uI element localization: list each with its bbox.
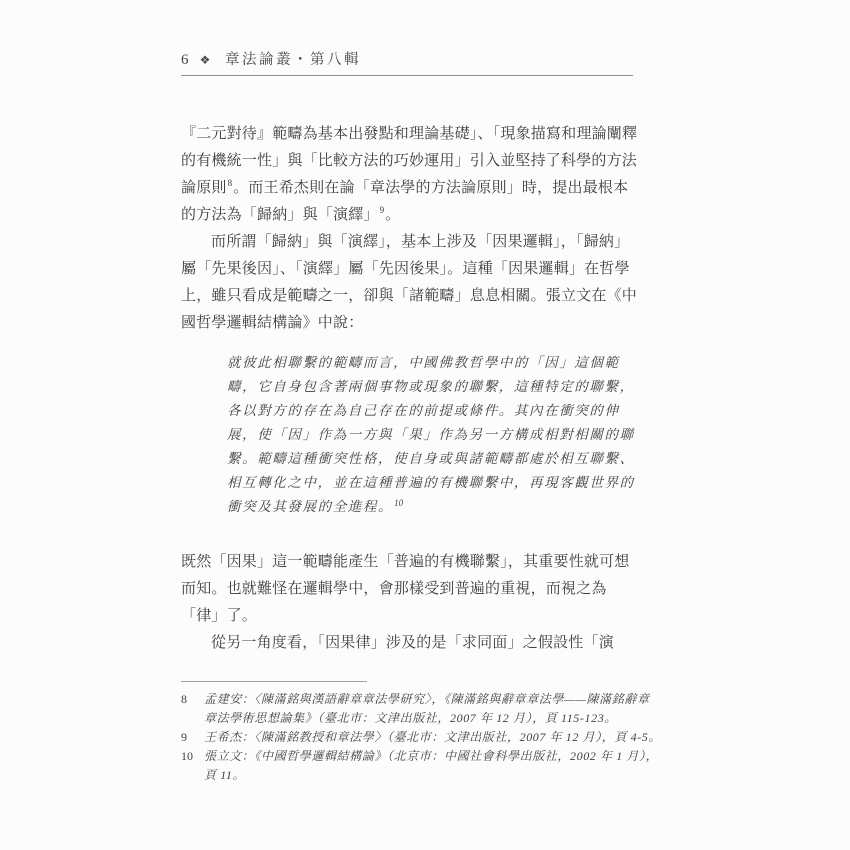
text-segment: 。 (385, 207, 401, 223)
text-line (181, 310, 667, 337)
text-segment: 相互轉化之中，並在這種普遍的有機聯繫中，再現客觀世界的 (227, 475, 635, 490)
text-segment: 既然「因果」這一範疇能產生「普遍的有機聯繫」，其重要性就可想 (181, 554, 630, 570)
text-segment: 的方法為「歸納」與「演繹」 (181, 207, 379, 223)
text-segment: 從另一角度看，「因果律」涉及的是「求同面」之假設性「演 (211, 635, 614, 651)
running-title: 章法論叢・第八輯 (225, 52, 362, 68)
text-line (227, 351, 667, 375)
text-segment: 而知。也就難怪在邏輯學中，會那樣受到普遍的重視，而視之為 (181, 581, 607, 597)
footnote-line: 孟建安：〈陳滿銘與漢語辭章章法學研究〉，《陳滿銘與辭章章法學——陳滿銘辭章 (204, 692, 650, 706)
text-segment: 國哲學邏輯結構論》中說： (181, 315, 364, 331)
text-segment: 疇，它自身包含著兩個事物或現象的聯繫，這種特定的聯繫， (227, 379, 635, 394)
text-line (181, 283, 667, 310)
text-segment: 繫。範疇這種衝突性格，使自身或與諸範疇都處於相互聯繫、 (227, 451, 635, 466)
text-segment: 的有機統一性」與「比較方法的巧妙運用」引入並堅持了科學的方法 (181, 153, 638, 169)
footnote-text (204, 690, 667, 728)
footnote (181, 690, 667, 728)
footnote-reference: 10 (394, 497, 404, 508)
text-line (181, 121, 667, 148)
text-line (227, 375, 667, 399)
text-segment: 而所謂「歸納」與「演繹」，基本上涉及「因果邏輯」，「歸納」 (211, 234, 630, 250)
footnote-separator (181, 681, 367, 682)
footnote-reference: 8 (227, 178, 233, 188)
footnotes-section (181, 690, 667, 785)
header-rule (181, 75, 633, 76)
footnote-number: 9 (181, 730, 187, 744)
paragraph (181, 121, 667, 229)
text-line (181, 229, 667, 256)
footnote-line: 章法學術思想論集》（臺北市：文津出版社，2007 年 12 月），頁 115-123。 (204, 711, 617, 725)
text-segment: 各以對方的存在為自己存在的前提或條件。其內在衝突的伸 (227, 403, 620, 418)
text-segment: 論原則 (181, 180, 227, 196)
footnote-text (204, 747, 667, 785)
text-segment: 『二元對待』範疇為基本出發點和理論基礎」、「現象描寫和理論闡釋 (181, 126, 638, 142)
text-line (227, 495, 667, 519)
text-line (227, 423, 667, 447)
text-line (181, 202, 667, 229)
footnote-line: 頁 11。 (204, 768, 246, 782)
text-segment: 屬「先果後因」、「演繹」屬「先因後果」。這種「因果邏輯」在哲學 (181, 261, 630, 277)
footnote-line: 張立文：《中國哲學邏輯結構論》（北京市：中國社會科學出版社，2002 年 1 月）， (204, 749, 659, 763)
footnote (181, 747, 667, 785)
page-number: 6 (181, 52, 190, 68)
paragraph (181, 630, 667, 657)
text-line (227, 447, 667, 471)
text-segment: 衝突及其發展的全進程。 (227, 499, 394, 514)
block-quote (227, 351, 667, 519)
footnote-line: 王希杰：〈陳滿銘教授和章法學〉（臺北市：文津出版社，2007 年 12 月），頁 4-5。 (204, 730, 661, 744)
running-header (181, 48, 667, 70)
text-segment: 上，雖只看成是範疇之一，卻與「諸範疇」息息相關。張立文在《中 (181, 288, 638, 304)
text-line (181, 256, 667, 283)
paragraph (181, 229, 667, 337)
text-segment: 展，使「因」作為一方與「果」作為另一方構成相對相關的聯 (227, 427, 635, 442)
text-line (181, 576, 667, 603)
footnote (181, 728, 667, 747)
footnote-text (204, 728, 667, 747)
text-segment: 就彼此相聯繫的範疇而言，中國佛教哲學中的「因」這個範 (227, 355, 620, 370)
ornament-diamond-icon: ❖ (199, 53, 213, 67)
text-line (181, 630, 667, 657)
footnote-number: 10 (181, 749, 193, 763)
text-line (181, 175, 667, 202)
page-body (181, 121, 667, 657)
text-line (227, 471, 667, 495)
paragraph (181, 549, 667, 630)
text-line (181, 549, 667, 576)
text-line (181, 148, 667, 175)
footnote-number: 8 (181, 692, 187, 706)
footnote-reference: 9 (379, 205, 385, 215)
text-line (227, 399, 667, 423)
text-segment: 。而王希杰則在論「章法學的方法論原則」時，提出最根本 (233, 180, 629, 196)
text-segment: 「律」了。 (181, 608, 258, 624)
text-line (181, 603, 667, 630)
